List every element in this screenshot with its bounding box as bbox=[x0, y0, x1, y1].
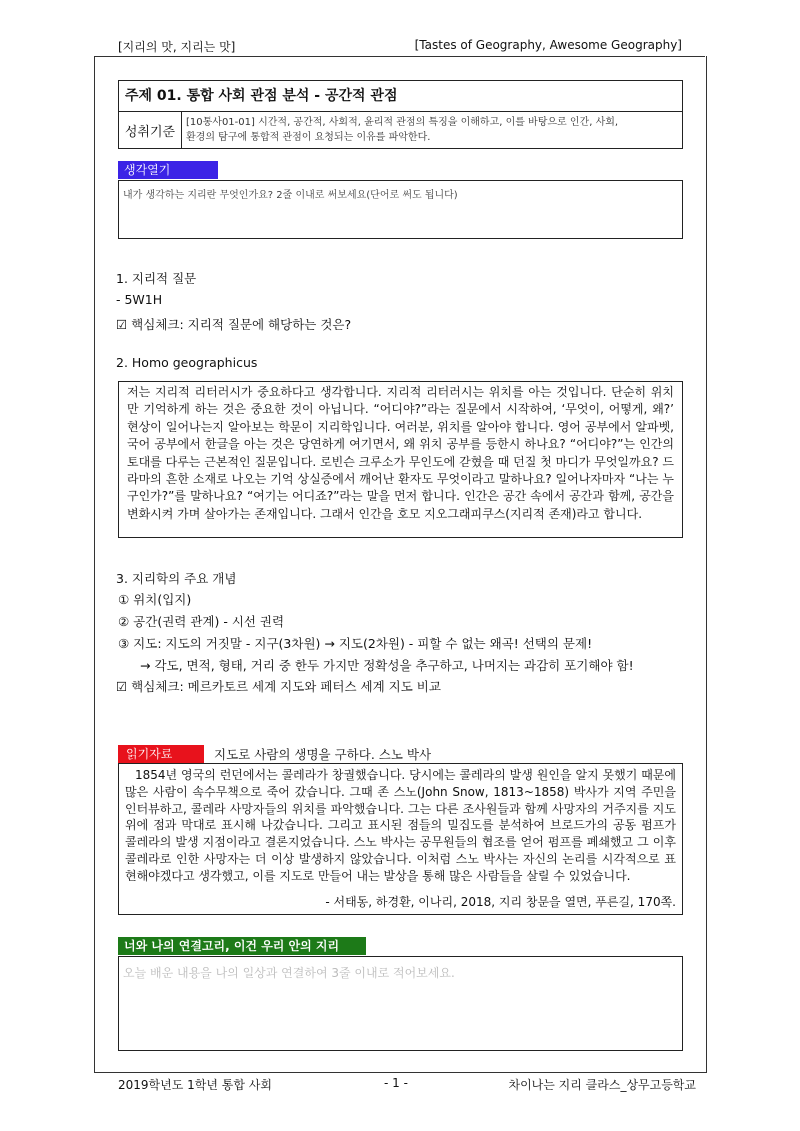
homo-geographicus-paragraph: 저는 지리적 리터러시가 중요하다고 생각합니다. 지리적 리터러시는 위치를 아는 것입니다. 단순히 위치만 기억하게 하는 것은 중요한 것이 아닙니다. “어디야?”라는 질문에서 시작하여, ‘무엇이, 어떻게, 왜?’ 현상이 일어나는지 알아보는 학문이 지리학입니다. 여러분, 위치를 알아야 합니다. 영어 공부에서 알파벳, 국어 공부에서 한글을 아는 것은 당연하게 여기면서, 왜 위치 공부를 등한시 하나요? “어디야?”는 인간의 토대를 다루는 근본적인 질문입니다. 로빈슨 크루소가 무인도에 갇혔을 때 던질 첫 마디가 무엇일까요? 드라마의 흔한 소재로 나오는 기억 상실증에서 깨어난 환자도 무엇이라고 말하나요? 일어나자마자 “나는 누구인가?”를 말하나요? “여기는 어디죠?”라는 말을 먼저 합니다. 인간은 공간 속에서 공간과 함께, 공간을 변화시켜 가며 살아가는 존재입니다. 그래서 인간을 호모 지오그래피쿠스(지리적 존재)라고 합니다. bbox=[127, 385, 674, 521]
header-left: [지리의 맛, 지리는 맛] bbox=[118, 40, 236, 54]
connect-placeholder: 오늘 배운 내용을 나의 일상과 연결하여 3줄 이내로 적어보세요. bbox=[123, 966, 455, 980]
standard-text bbox=[182, 112, 682, 148]
connect-tag: 너와 나의 연결고리, 이건 우리 안의 지리 bbox=[118, 937, 366, 955]
warmup-tag: 생각열기 bbox=[118, 161, 218, 179]
section3-item3-sub: → 각도, 면적, 형태, 거리 중 한두 가지만 정확성을 추구하고, 나머지는 과감히 포기해야 함! bbox=[140, 658, 634, 673]
section3-item1: ① 위치(입지) bbox=[118, 592, 192, 607]
section3-check: ☑ 핵심체크: 메르카토르 세계 지도와 페터스 세계 지도 비교 bbox=[116, 679, 441, 694]
section3-item3: ③ 지도: 지도의 거짓말 - 지구(3차원) → 지도(2차원) - 피할 수 없는 왜곡! 선택의 문제! bbox=[118, 636, 593, 651]
section3-item2: ② 공간(권력 관계) - 시선 권력 bbox=[118, 614, 285, 629]
footer-right: 차이나는 지리 클라스_상무고등학교 bbox=[508, 1078, 696, 1092]
reading-body: 1854년 영국의 런던에서는 콜레라가 창궐했습니다. 당시에는 콜레라의 발생 원인을 알지 못했기 때문에 많은 사람이 속수무책으로 죽어 갔습니다. 그때 존 스노(John Snow, 1813~1858) 박사가 지역 주민을 인터뷰하고, 콜레라 사망자들의 위치를 파악했습니다. 그는 다른 조사원들과 함께 사망자의 거주지를 지도 위에 점과 막대로 표시해 나갔습니다. 그리고 표시된 점들의 밀집도를 분석하여 브로드가의 공동 펌프가 콜레라의 발생 지점이라고 결론지었습니다. 스노 박사는 공무원들의 협조를 얻어 펌프를 폐쇄했고 그 이후 콜레라로 인한 사망자는 더 이상 발생하지 않았습니다. 이처럼 스노 박사는 자신의 논리를 시각적으로 표현해야겠다고 생각했고, 이를 지도로 만들어 내는 발상을 통해 많은 사람들을 살릴 수 있었습니다. bbox=[125, 768, 676, 883]
reading-tag: 읽기자료 bbox=[118, 745, 204, 763]
reading-box bbox=[118, 763, 683, 915]
standard-text-line1: [10통사01-01] 시간적, 공간적, 사회적, 윤리적 관점의 특징을 이해하고, 이를 바탕으로 인간, 사회, bbox=[186, 117, 619, 128]
section2-heading: 2. Homo geographicus bbox=[116, 355, 258, 370]
warmup-prompt: 내가 생각하는 지리란 무엇인가요? 2줄 이내로 써보세요(단어로 써도 됩니다) bbox=[123, 190, 458, 201]
topic-box bbox=[118, 80, 683, 149]
header-right: [Tastes of Geography, Awesome Geography] bbox=[414, 38, 682, 52]
warmup-answer-box[interactable] bbox=[118, 180, 683, 239]
standard-row bbox=[119, 112, 682, 148]
section1-check: ☑ 핵심체크: 지리적 질문에 해당하는 것은? bbox=[116, 317, 352, 332]
standard-text-line2: 환경의 탐구에 통합적 관점이 요청되는 이유를 파악한다. bbox=[186, 132, 431, 143]
topic-title: 주제 01. 통합 사회 관점 분석 - 공간적 관점 bbox=[119, 81, 682, 112]
connect-answer-box[interactable] bbox=[118, 956, 683, 1051]
footer-left: 2019학년도 1학년 통합 사회 bbox=[118, 1078, 272, 1092]
standard-label: 성취기준 bbox=[119, 112, 182, 148]
page-number: - 1 - bbox=[384, 1076, 408, 1090]
section1-item: - 5W1H bbox=[116, 292, 163, 307]
reading-source: - 서태동, 하경환, 이나리, 2018, 지리 창문을 열면, 푸른길, 170쪽. bbox=[325, 895, 676, 909]
homo-geographicus-box bbox=[118, 381, 683, 538]
section1-heading: 1. 지리적 질문 bbox=[116, 271, 197, 286]
section3-heading: 3. 지리학의 주요 개념 bbox=[116, 571, 237, 586]
reading-title: 지도로 사람의 생명을 구하다. 스노 박사 bbox=[214, 747, 432, 762]
